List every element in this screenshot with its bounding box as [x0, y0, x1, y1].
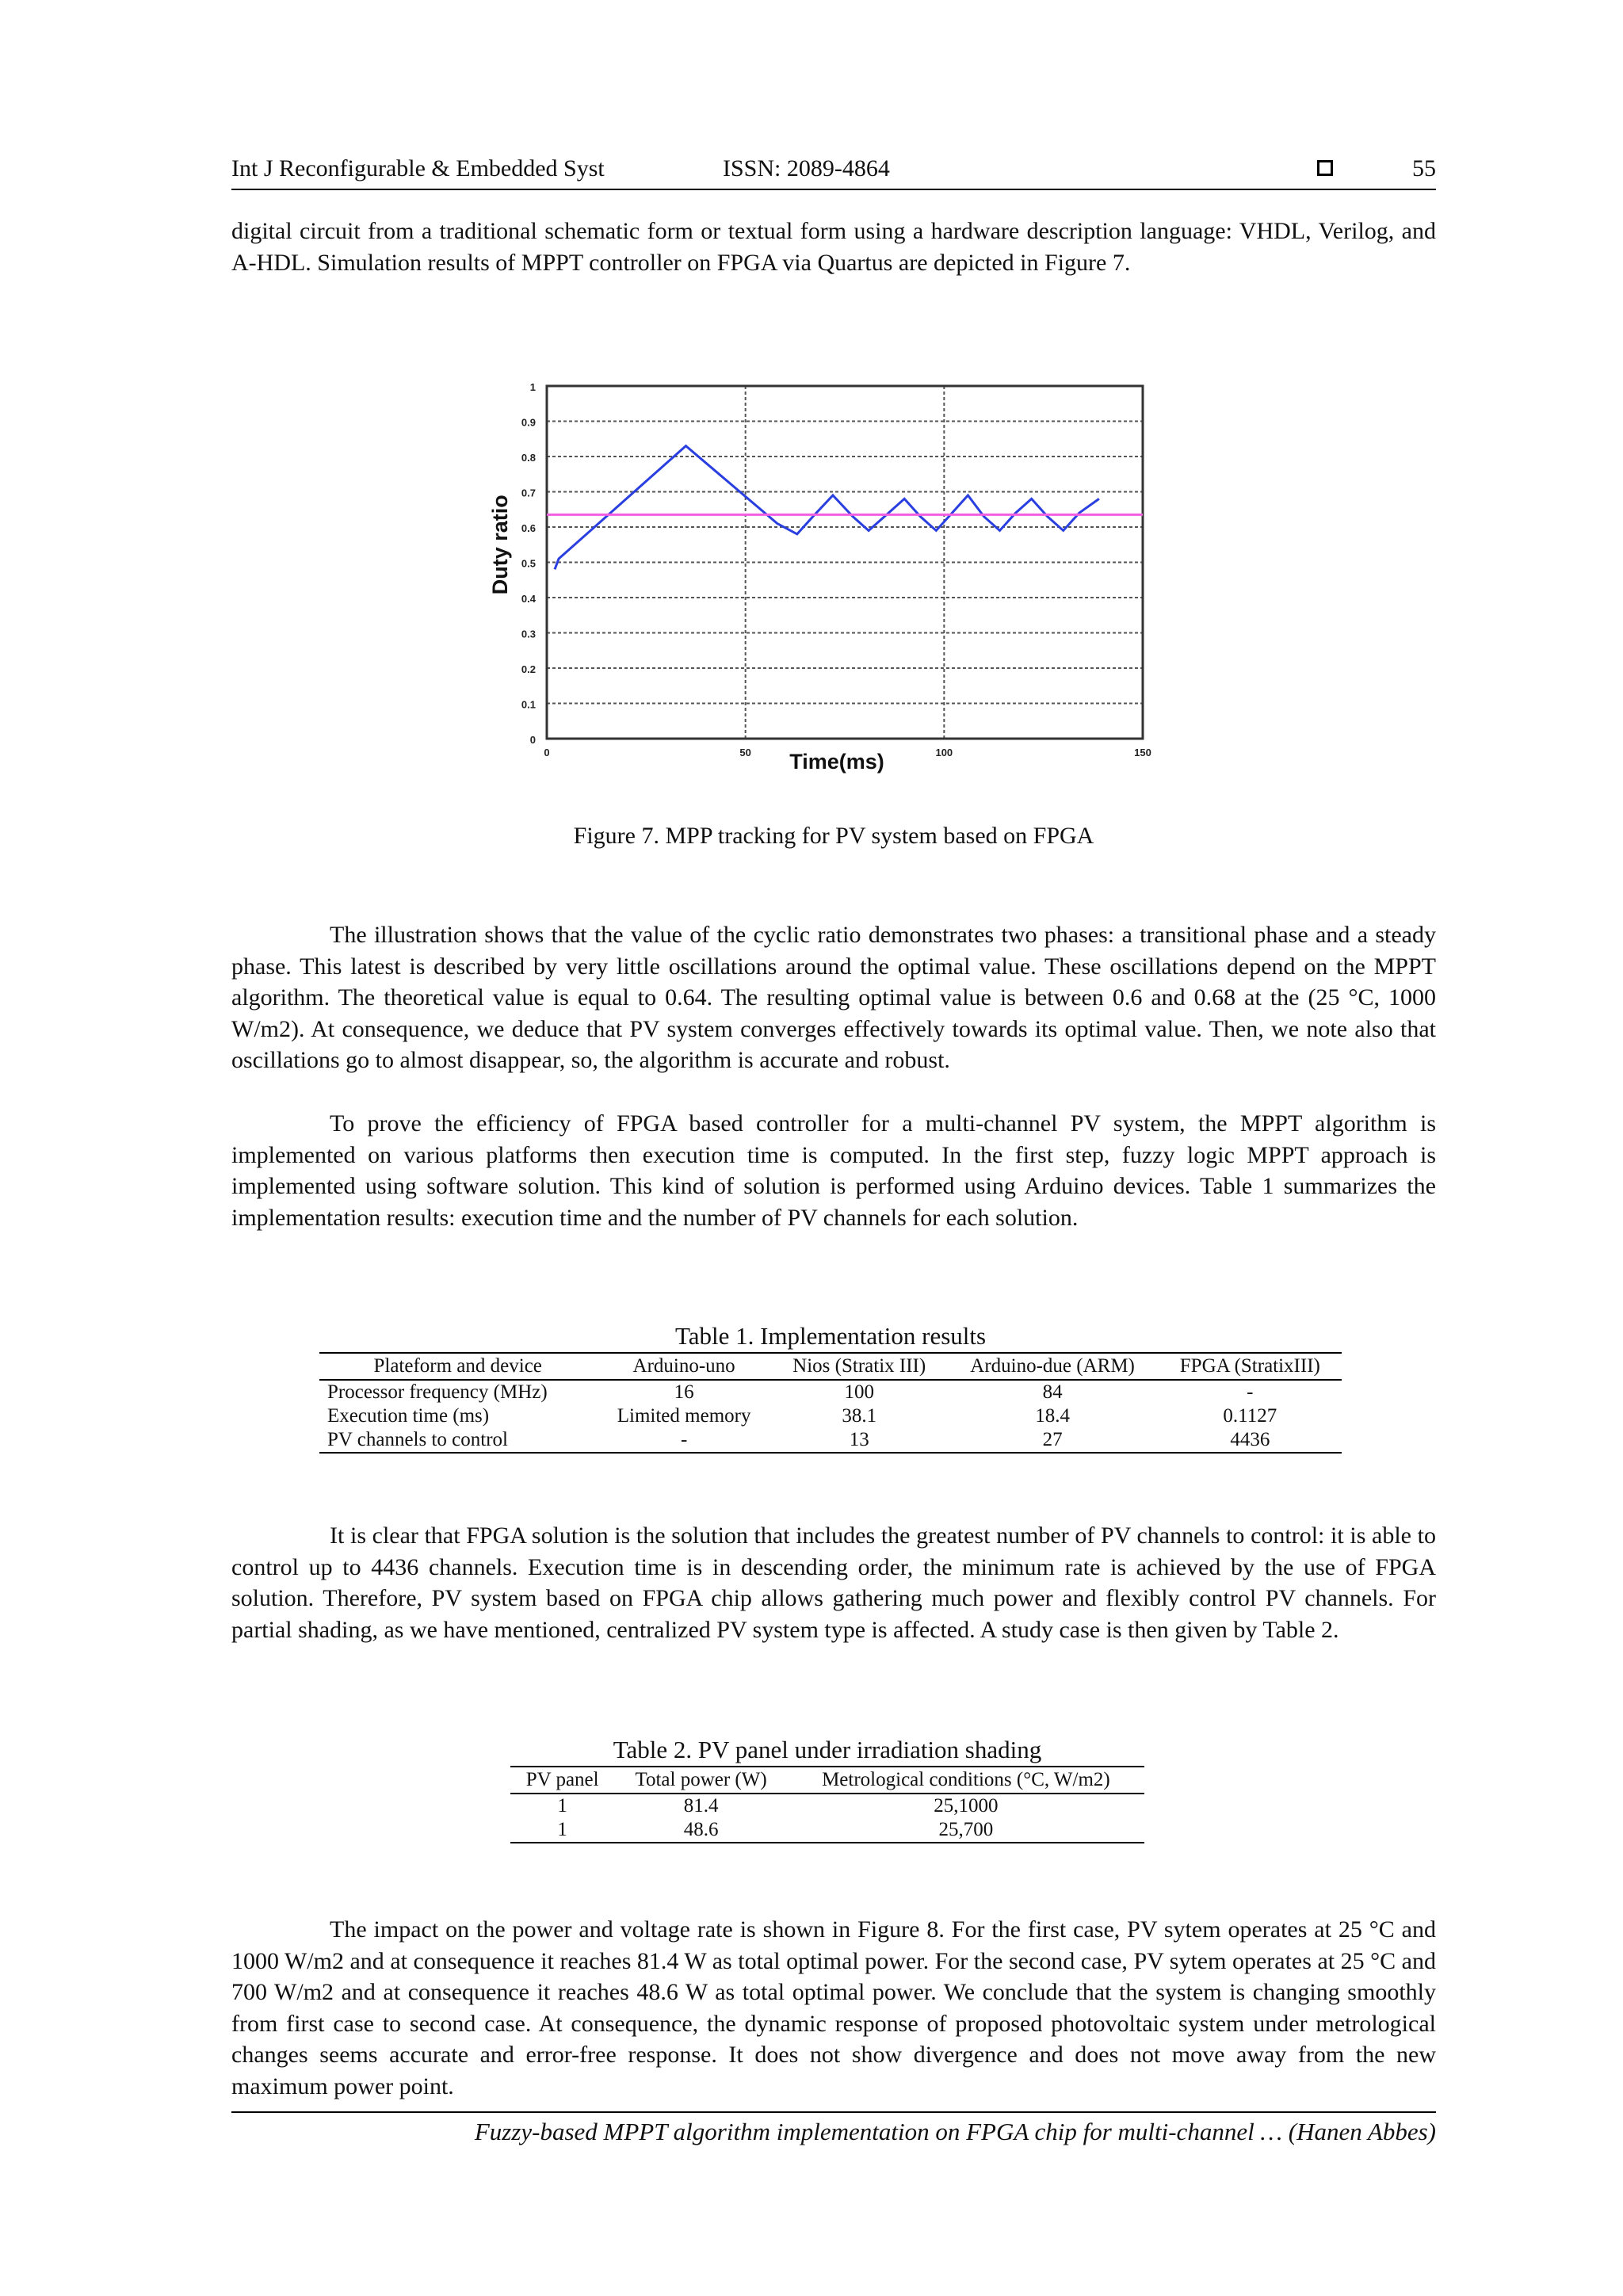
- table-row: [510, 1794, 1144, 1818]
- table-2-header-cell: Total power (W): [614, 1767, 788, 1794]
- table-2-caption: Table 2. PV panel under irradiation shading: [613, 1736, 1042, 1763]
- table-cell: 27: [947, 1428, 1159, 1453]
- y-tick-label: 1: [529, 381, 536, 393]
- table-cell: 48.6: [614, 1818, 788, 1843]
- page-number: 55: [1412, 155, 1436, 181]
- table-1-header-cell: Nios (Stratix III): [772, 1353, 947, 1380]
- table-cell: Processor frequency (MHz): [327, 1381, 548, 1403]
- paragraph-efficiency: To prove the efficiency of FPGA based controller for a multi-channel PV system, the MPPT algorithm is implemented on various platforms then execution time is computed. In the first step, fuzzy logic MPPT approach is implemented using software solution. This kind of solution is performed using Arduino devices. Table 1 summarizes the implementation results: execution time and the number of PV channels for each solution.: [231, 1110, 1436, 1231]
- table-cell: 1: [557, 1795, 567, 1817]
- table-cell: 84: [1042, 1381, 1063, 1403]
- table-1-header-cell: Arduino-uno: [596, 1353, 771, 1380]
- table-1-header-cell: Arduino-due (ARM): [947, 1353, 1159, 1380]
- y-tick-label: 0.4: [521, 593, 536, 605]
- table-cell: 1: [510, 1818, 614, 1843]
- table-cell: 38.1: [842, 1405, 877, 1427]
- running-footer: Fuzzy-based MPPT algorithm implementation on FPGA chip for multi-channel … (Hanen Abbes): [474, 2118, 1436, 2145]
- issn: ISSN: 2089-4864: [723, 155, 890, 181]
- table-row: [319, 1380, 1342, 1404]
- paragraph-impact: The impact on the power and voltage rate is shown in Figure 8. For the first case, PV sytem operates at 25 °C and 1000 W/m2 and at consequence it reaches 81.4 W as total optimal power. For the second case, PV sytem operates at 25 °C and 700 W/m2 and at consequence it reaches 48.6 W as total optimal power. We conclude that the system is changing smoothly from first case to second case. At consequence, the dynamic response of proposed photovoltaic system under metrological changes seems accurate and error-free response. It does not show divergence and does not move away from the new maximum power point.: [231, 1916, 1436, 2099]
- paragraph-intro: digital circuit from a traditional schematic form or textual form using a hardware description language: VHDL, Verilog, and A-HDL. Simulation results of MPPT controller on FPGA via Quartus are depicted in Figure 7.: [231, 218, 1436, 276]
- x-axis-label: Time(ms): [789, 750, 884, 774]
- figure-7: [483, 376, 1165, 789]
- x-tick-label: 0: [544, 747, 550, 758]
- paragraph-fpga: It is clear that FPGA solution is the solution that includes the greatest number of PV channels to control: it is able to control up to 4436 channels. Execution time is in descending order, the minimum rate is achieved by the use of FPGA solution. Therefore, PV system based on FPGA chip allows gathering much power and flexibly control PV channels. For partial shading, as we have mentioned, centralized PV system type is affected. A study case is then given by Table 2.: [231, 1522, 1436, 1643]
- table-cell: -: [1247, 1381, 1254, 1403]
- table-cell: PV channels to control: [319, 1428, 596, 1453]
- y-tick-label: 0.7: [521, 487, 536, 499]
- y-tick-label: 0.6: [521, 522, 536, 534]
- y-tick-label: 0.1: [521, 698, 536, 711]
- duty-ratio-chart: [483, 376, 1165, 789]
- table-cell: 25,1000: [934, 1795, 999, 1817]
- table-1: [319, 1352, 1342, 1454]
- y-axis-label: Duty ratio: [488, 495, 512, 595]
- table-cell: 81.4: [683, 1795, 719, 1817]
- y-tick-label: 0.5: [521, 557, 536, 570]
- box-icon: [1317, 160, 1333, 176]
- x-tick-label: 150: [1134, 747, 1151, 758]
- table-row: [319, 1404, 1342, 1428]
- table-row: [319, 1428, 1342, 1453]
- figure-7-caption: Figure 7. MPP tracking for PV system based on FPGA: [573, 823, 1094, 849]
- table-cell: 25,700: [788, 1818, 1144, 1843]
- table-row: [510, 1818, 1144, 1843]
- table-cell: 16: [674, 1381, 694, 1403]
- table-1-header-cell: Plateform and device: [319, 1353, 596, 1380]
- y-tick-label: 0.2: [521, 663, 536, 675]
- duty-ratio-series-line: [555, 446, 1099, 570]
- y-tick-label: 0: [529, 734, 536, 746]
- x-tick-label: 100: [935, 747, 953, 758]
- table-cell: 100: [844, 1381, 874, 1403]
- table-2-header-cell: Metrological conditions (°C, W/m2): [788, 1767, 1144, 1794]
- y-tick-label: 0.3: [521, 628, 536, 640]
- journal-name: Int J Reconfigurable & Embedded Syst: [231, 155, 605, 181]
- table-cell: -: [596, 1428, 771, 1453]
- table-2: [510, 1766, 1144, 1843]
- table-cell: 4436: [1159, 1428, 1342, 1453]
- y-tick-label: 0.9: [521, 416, 536, 429]
- table-1-caption: Table 1. Implementation results: [674, 1322, 987, 1350]
- y-tick-label: 0.8: [521, 452, 536, 464]
- paragraph-results: The illustration shows that the value of the cyclic ratio demonstrates two phases: a transitional phase and a steady phase. This latest is described by very little oscillations around the optimal value. These oscillations depend on the MPPT algorithm. The theoretical value is equal to 0.64. The resulting optimal value is between 0.6 and 0.68 at the (25 °C, 1000 W/m2). At consequence, we deduce that PV system converges effectively towards its optimal value. Then, we note also that oscillations go to almost disappear, so, the algorithm is accurate and robust.: [231, 922, 1436, 1073]
- table-cell: 18.4: [1035, 1405, 1070, 1427]
- table-cell: 13: [772, 1428, 947, 1453]
- footer-rule: [231, 2111, 1436, 2113]
- table-2-header-cell: PV panel: [510, 1767, 614, 1794]
- x-tick-label: 50: [739, 747, 751, 758]
- table-cell: Execution time (ms): [327, 1405, 490, 1427]
- running-header: [231, 155, 1436, 190]
- table-cell: Limited memory: [617, 1405, 751, 1427]
- table-1-header-cell: FPGA (StratixIII): [1159, 1353, 1342, 1380]
- table-cell: 0.1127: [1223, 1405, 1277, 1427]
